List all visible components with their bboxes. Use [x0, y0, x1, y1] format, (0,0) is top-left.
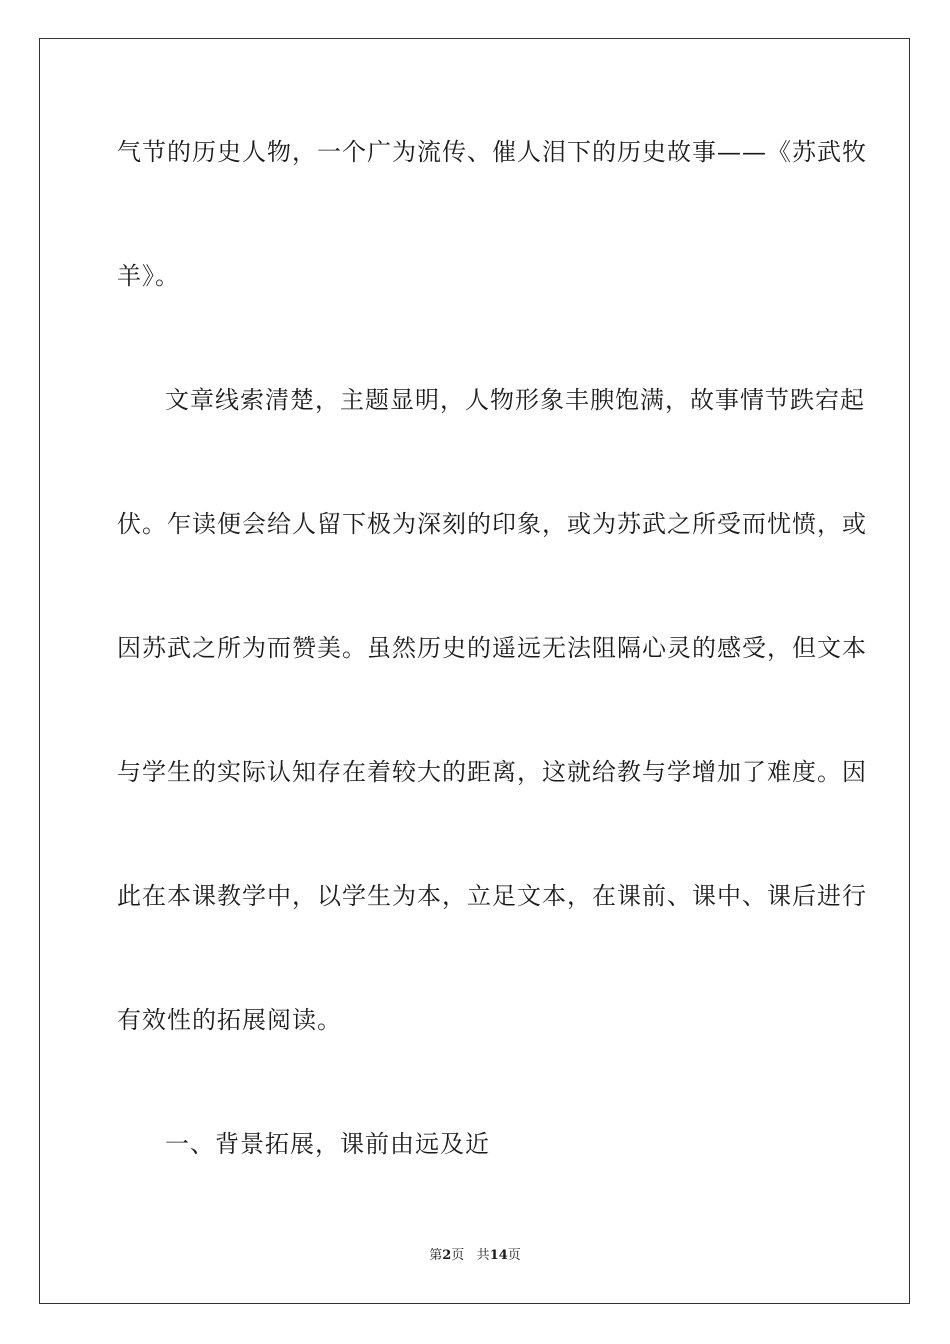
- footer-page-word: 页: [451, 1248, 465, 1263]
- text-line: 伏。乍读便会给人留下极为深刻的印象，或为苏武之所受而忧愤，或: [117, 510, 867, 538]
- text-line: 文章线索清楚，主题显明，人物形象丰腴饱满，故事情节跌宕起: [165, 386, 865, 414]
- page-footer: [0, 1248, 950, 1264]
- section-heading: 一、背景拓展，课前由远及近: [165, 1130, 490, 1158]
- text-line: 羊》。: [117, 262, 180, 290]
- text-line: 与学生的实际认知存在着较大的距离，这就给教与学增加了难度。因: [117, 758, 867, 786]
- page-border: [39, 38, 910, 1304]
- text-line: 有效性的拓展阅读。: [117, 1006, 342, 1034]
- text-line: 气节的历史人物，一个广为流传、催人泪下的历史故事——《苏武牧: [117, 138, 867, 166]
- text-line: 此在本课教学中，以学生为本，立足文本，在课前、课中、课后进行: [117, 882, 867, 910]
- footer-current-page: 2: [442, 1248, 452, 1263]
- footer-prefix: 第: [429, 1248, 443, 1263]
- footer-total-prefix: 共: [476, 1248, 490, 1263]
- footer-total-suffix: 页: [507, 1248, 521, 1263]
- footer-total-pages: 14: [489, 1248, 508, 1263]
- text-line: 因苏武之所为而赞美。虽然历史的遥远无法阻隔心灵的感受，但文本: [117, 634, 867, 662]
